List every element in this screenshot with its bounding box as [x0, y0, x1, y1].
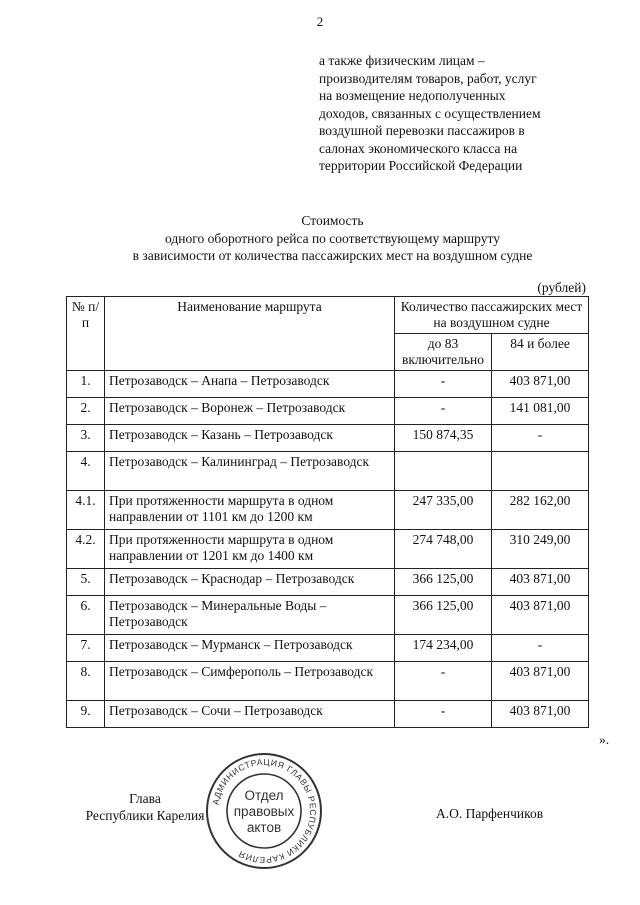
- row-value-b: 403 871,00: [492, 596, 589, 635]
- table-row: [67, 425, 589, 452]
- table-row: [67, 398, 589, 425]
- document-title: [0, 212, 640, 265]
- row-number: 8.: [67, 662, 105, 701]
- page-number: 2: [316, 14, 324, 29]
- row-value-b: 282 162,00: [492, 491, 589, 530]
- unit-label: (рублей): [537, 280, 586, 295]
- intro-line: салонах экономического класса на: [319, 140, 518, 156]
- intro-line: территории Российской Федерации: [319, 158, 523, 173]
- table-row: [67, 701, 589, 728]
- row-route: Петрозаводск – Воронеж – Петрозаводск: [105, 398, 395, 425]
- row-value-b: 403 871,00: [492, 371, 589, 398]
- row-value-a: 247 335,00: [395, 491, 492, 530]
- row-value-a: 274 748,00: [395, 530, 492, 569]
- row-value-a: -: [395, 371, 492, 398]
- header-number: № п/п: [67, 297, 105, 371]
- row-number: 9.: [67, 701, 105, 728]
- row-value-b: 141 081,00: [492, 398, 589, 425]
- table-row: [67, 635, 589, 662]
- official-stamp-icon: [204, 750, 324, 872]
- row-value-b: 310 249,00: [492, 530, 589, 569]
- table-row: [67, 491, 589, 530]
- row-route: Петрозаводск – Казань – Петрозаводск: [105, 425, 395, 452]
- row-number: 2.: [67, 398, 105, 425]
- signatory-name: А.О. Парфенчиков: [436, 806, 544, 821]
- row-value-b: 403 871,00: [492, 701, 589, 728]
- row-number: 4.1.: [67, 491, 105, 530]
- intro-text: [319, 52, 619, 175]
- title-line: одного оборотного рейса по соответствующему маршруту: [165, 230, 500, 246]
- row-number: 6.: [67, 596, 105, 635]
- table-row: [67, 569, 589, 596]
- row-route: Петрозаводск – Мурманск – Петрозаводск: [105, 635, 395, 662]
- row-value-b: 403 871,00: [492, 569, 589, 596]
- signatory-title-line: Глава: [129, 791, 161, 806]
- row-value-a: 174 234,00: [395, 635, 492, 662]
- row-route: Петрозаводск – Калининград – Петрозаводск: [105, 452, 395, 491]
- intro-line: производителям товаров, работ, услуг: [319, 70, 537, 86]
- row-number: 3.: [67, 425, 105, 452]
- row-route: Петрозаводск – Краснодар – Петрозаводск: [105, 569, 395, 596]
- table-row: [67, 530, 589, 569]
- row-value-a: 150 874,35: [395, 425, 492, 452]
- signatory-title-line: Республики Карелия: [85, 808, 205, 823]
- intro-line: а также физическим лицам –: [319, 53, 485, 68]
- price-table: [66, 296, 589, 728]
- row-value-a: [395, 452, 492, 491]
- stamp-center-line: актов: [246, 820, 282, 835]
- row-route: Петрозаводск – Анапа – Петрозаводск: [105, 371, 395, 398]
- closing-quote: ».: [599, 732, 610, 747]
- row-value-a: -: [395, 701, 492, 728]
- header-route: Наименование маршрута: [105, 297, 395, 371]
- signatory-title: [70, 790, 220, 824]
- table-row: [67, 452, 589, 491]
- row-value-b: 403 871,00: [492, 662, 589, 701]
- row-value-b: -: [492, 425, 589, 452]
- title-line: Стоимость: [301, 213, 364, 228]
- row-value-a: -: [395, 662, 492, 701]
- header-seats: Количество пассажирских мест на воздушном судне: [395, 297, 589, 334]
- row-value-a: 366 125,00: [395, 569, 492, 596]
- row-route: Петрозаводск – Сочи – Петрозаводск: [105, 701, 395, 728]
- table-row: [67, 596, 589, 635]
- row-route: При протяженности маршрута в одном направлении от 1201 км до 1400 км: [105, 530, 395, 569]
- row-value-a: 366 125,00: [395, 596, 492, 635]
- stamp-center-line: Отдел: [244, 788, 284, 803]
- intro-line: доходов, связанных с осуществлением: [319, 105, 541, 121]
- row-number: 5.: [67, 569, 105, 596]
- row-number: 4.: [67, 452, 105, 491]
- header-col-b: 84 и более: [492, 334, 589, 371]
- row-number: 4.2.: [67, 530, 105, 569]
- table-row: [67, 662, 589, 701]
- row-value-b: [492, 452, 589, 491]
- row-route: При протяженности маршрута в одном направлении от 1101 км до 1200 км: [105, 491, 395, 530]
- row-value-b: -: [492, 635, 589, 662]
- table-row: [67, 371, 589, 398]
- row-route: Петрозаводск – Минеральные Воды – Петрозаводск: [105, 596, 395, 635]
- row-number: 7.: [67, 635, 105, 662]
- header-col-a: до 83 включительно: [395, 334, 492, 371]
- stamp-ring-text: АДМИНИСТРАЦИЯ ГЛАВЫ РЕСПУБЛИКИ КАРЕЛИЯ: [210, 756, 319, 866]
- title-line: в зависимости от количества пассажирских мест на воздушном судне: [132, 248, 533, 263]
- row-value-a: -: [395, 398, 492, 425]
- intro-line: на возмещение недополученных: [319, 88, 506, 103]
- row-route: Петрозаводск – Симферополь – Петрозаводск: [105, 662, 395, 701]
- intro-line: воздушной перевозки пассажиров в: [319, 123, 525, 138]
- row-number: 1.: [67, 371, 105, 398]
- stamp-center-line: правовых: [233, 804, 295, 819]
